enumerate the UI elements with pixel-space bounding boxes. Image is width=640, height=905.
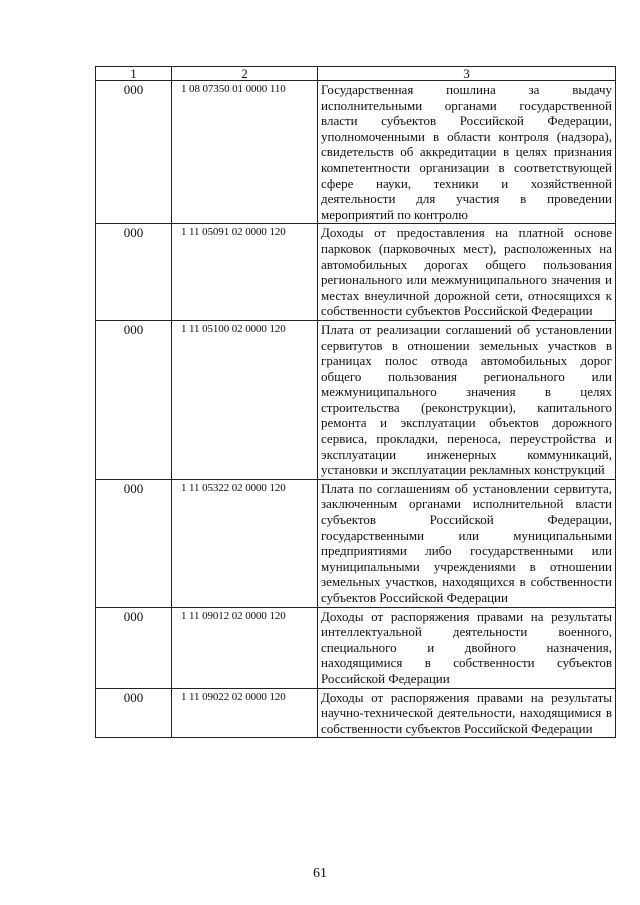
description-cell: Доходы от распоряжения правами на результаты научно-технической деятельности, находящимися в собственности субъектов Российской Федерации: [318, 688, 616, 738]
kbk-code-cell: 1 11 05322 02 0000 120: [172, 479, 318, 607]
admin-code-cell: 000: [96, 607, 172, 688]
column-header-3: 3: [318, 67, 616, 81]
table-header-row: [96, 67, 616, 81]
description-cell: Доходы от предоставления на платной основе парковок (парковочных мест), расположенных на автомобильных дорогах общего пользования регионального или межмуниципального значения и местах внеуличной дорожной сети, относящихся к собственности субъектов Российской Федерации: [318, 224, 616, 321]
revenue-codes-table: [95, 66, 616, 738]
admin-code-cell: 000: [96, 688, 172, 738]
kbk-code-cell: 1 11 05091 02 0000 120: [172, 224, 318, 321]
page-number: 61: [313, 866, 327, 881]
table-row: [96, 688, 616, 738]
kbk-code-cell: 1 11 09012 02 0000 120: [172, 607, 318, 688]
kbk-code-cell: 1 11 09022 02 0000 120: [172, 688, 318, 738]
table-row: [96, 479, 616, 607]
table-row: [96, 81, 616, 224]
admin-code-cell: 000: [96, 224, 172, 321]
table-row: [96, 224, 616, 321]
admin-code-cell: 000: [96, 81, 172, 224]
column-header-2: 2: [172, 67, 318, 81]
table-row: [96, 320, 616, 479]
kbk-code-cell: 1 08 07350 01 0000 110: [172, 81, 318, 224]
kbk-code-cell: 1 11 05100 02 0000 120: [172, 320, 318, 479]
table-row: [96, 607, 616, 688]
description-cell: Государственная пошлина за выдачу исполнительными органами государственной власти субъектов Российской Федерации, уполномоченными в области контроля (надзора), свидетельств об аккредитации в целях признания компетентности организации в соответствующей сфере науки, техники и хозяйственной деятельности для участия в проведении мероприятий по контролю: [318, 81, 616, 224]
description-cell: Плата от реализации соглашений об установлении сервитутов в отношении земельных участков в границах полос отвода автомобильных дорог общего пользования регионального или межмуниципального значения в целях строительства (реконструкции), капитального ремонта и эксплуатации объектов дорожного сервиса, прокладки, переноса, переустройства и эксплуатации инженерных коммуникаций, установки и эксплуатации рекламных конструкций: [318, 320, 616, 479]
column-header-1: 1: [96, 67, 172, 81]
description-cell: Плата по соглашениям об установлении сервитута, заключенным органами исполнительной власти субъектов Российской Федерации, государственными или муниципальными предприятиями либо государственными или муниципальными учреждениями в отношении земельных участков, находящихся в собственности субъектов Российской Федерации: [318, 479, 616, 607]
admin-code-cell: 000: [96, 320, 172, 479]
description-cell: Доходы от распоряжения правами на результаты интеллектуальной деятельности военного, специального и двойного назначения, находящимися в собственности субъектов Российской Федерации: [318, 607, 616, 688]
admin-code-cell: 000: [96, 479, 172, 607]
